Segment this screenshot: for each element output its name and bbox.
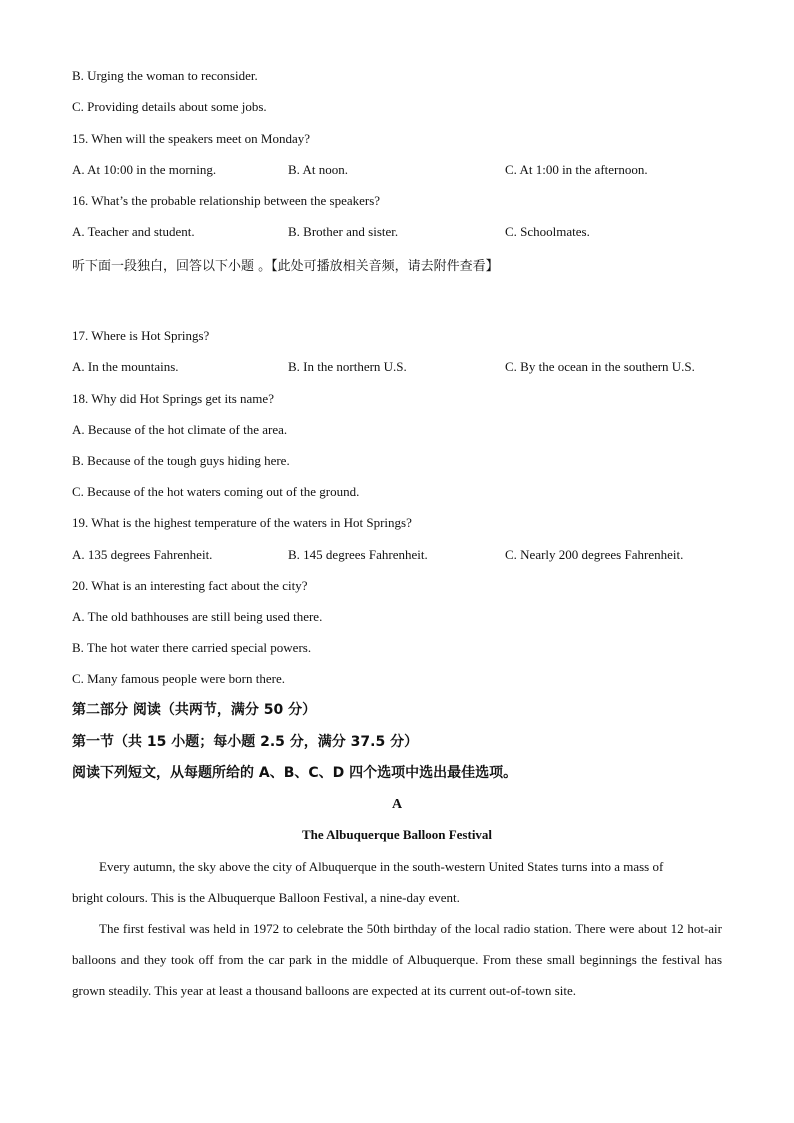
passage-title: The Albuquerque Balloon Festival <box>301 827 493 842</box>
q15-option-b: B. At noon. <box>288 162 348 177</box>
paragraph-1-line-1: Every autumn, the sky above the city of Albuquerque in the south-western United States turns into a mass of <box>99 859 664 874</box>
q16-option-a: A. Teacher and student. <box>72 224 195 239</box>
q17-option-a: A. In the mountains. <box>72 359 179 374</box>
q19-stem: 19. What is the highest temperature of the waters in Hot Springs? <box>72 515 412 530</box>
q19-option-b: B. 145 degrees Fahrenheit. <box>288 547 428 562</box>
q16-option-c: C. Schoolmates. <box>505 224 590 239</box>
q20-option-a: A. The old bathhouses are still being used there. <box>72 609 323 624</box>
paragraph-1-line-2: bright colours. This is the Albuquerque Balloon Festival, a nine-day event. <box>72 890 460 905</box>
q20-stem: 20. What is an interesting fact about the city? <box>72 578 308 593</box>
q18-option-b: B. Because of the tough guys hiding here. <box>72 453 290 468</box>
q15-option-a: A. At 10:00 in the morning. <box>72 162 217 177</box>
q15-option-c: C. At 1:00 in the afternoon. <box>505 162 648 177</box>
reading-part-title: 第二部分 阅读（共两节，满分 50 分） <box>72 702 317 718</box>
paragraph-2: The first festival was held in 1972 to celebrate the 50th birthday of the local radio station. There were about 12 hot-air balloons and they took off from the car park in the middle of Albuquerque. From these small beginnings the festival has grown steadily. This year at least a thousand balloons are expected at its current out-of-town site. <box>72 921 722 998</box>
q17-option-c: C. By the ocean in the southern U.S. <box>505 359 695 374</box>
q17-option-b: B. In the northern U.S. <box>288 359 407 374</box>
q17-stem: 17. Where is Hot Springs? <box>72 328 210 343</box>
q20-option-b: B. The hot water there carried special powers. <box>72 640 312 655</box>
passage-letter: A <box>391 797 403 812</box>
q19-option-c: C. Nearly 200 degrees Fahrenheit. <box>505 547 684 562</box>
q19-option-a: A. 135 degrees Fahrenheit. <box>72 547 213 562</box>
reading-section-title: 第一节（共 15 小题；每小题 2.5 分，满分 37.5 分） <box>72 734 419 750</box>
q16-stem: 16. What’s the probable relationship between the speakers? <box>72 193 381 208</box>
q14-option-b: B. Urging the woman to reconsider. <box>72 68 258 83</box>
monologue-instruction: 听下面一段独白，回答以下小题 。【此处可播放相关音频，请去附件查看】 <box>72 259 499 274</box>
q18-option-a: A. Because of the hot climate of the area. <box>72 422 288 437</box>
q18-option-c: C. Because of the hot waters coming out of the ground. <box>72 484 360 499</box>
q15-stem: 15. When will the speakers meet on Monday? <box>72 131 311 146</box>
q18-stem: 18. Why did Hot Springs get its name? <box>72 391 274 406</box>
reading-instruction: 阅读下列短文，从每题所给的 A、B、C、D 四个选项中选出最佳选项。 <box>72 765 518 781</box>
q14-option-c: C. Providing details about some jobs. <box>72 99 267 114</box>
q20-option-c: C. Many famous people were born there. <box>72 671 285 686</box>
q16-option-b: B. Brother and sister. <box>288 224 399 239</box>
